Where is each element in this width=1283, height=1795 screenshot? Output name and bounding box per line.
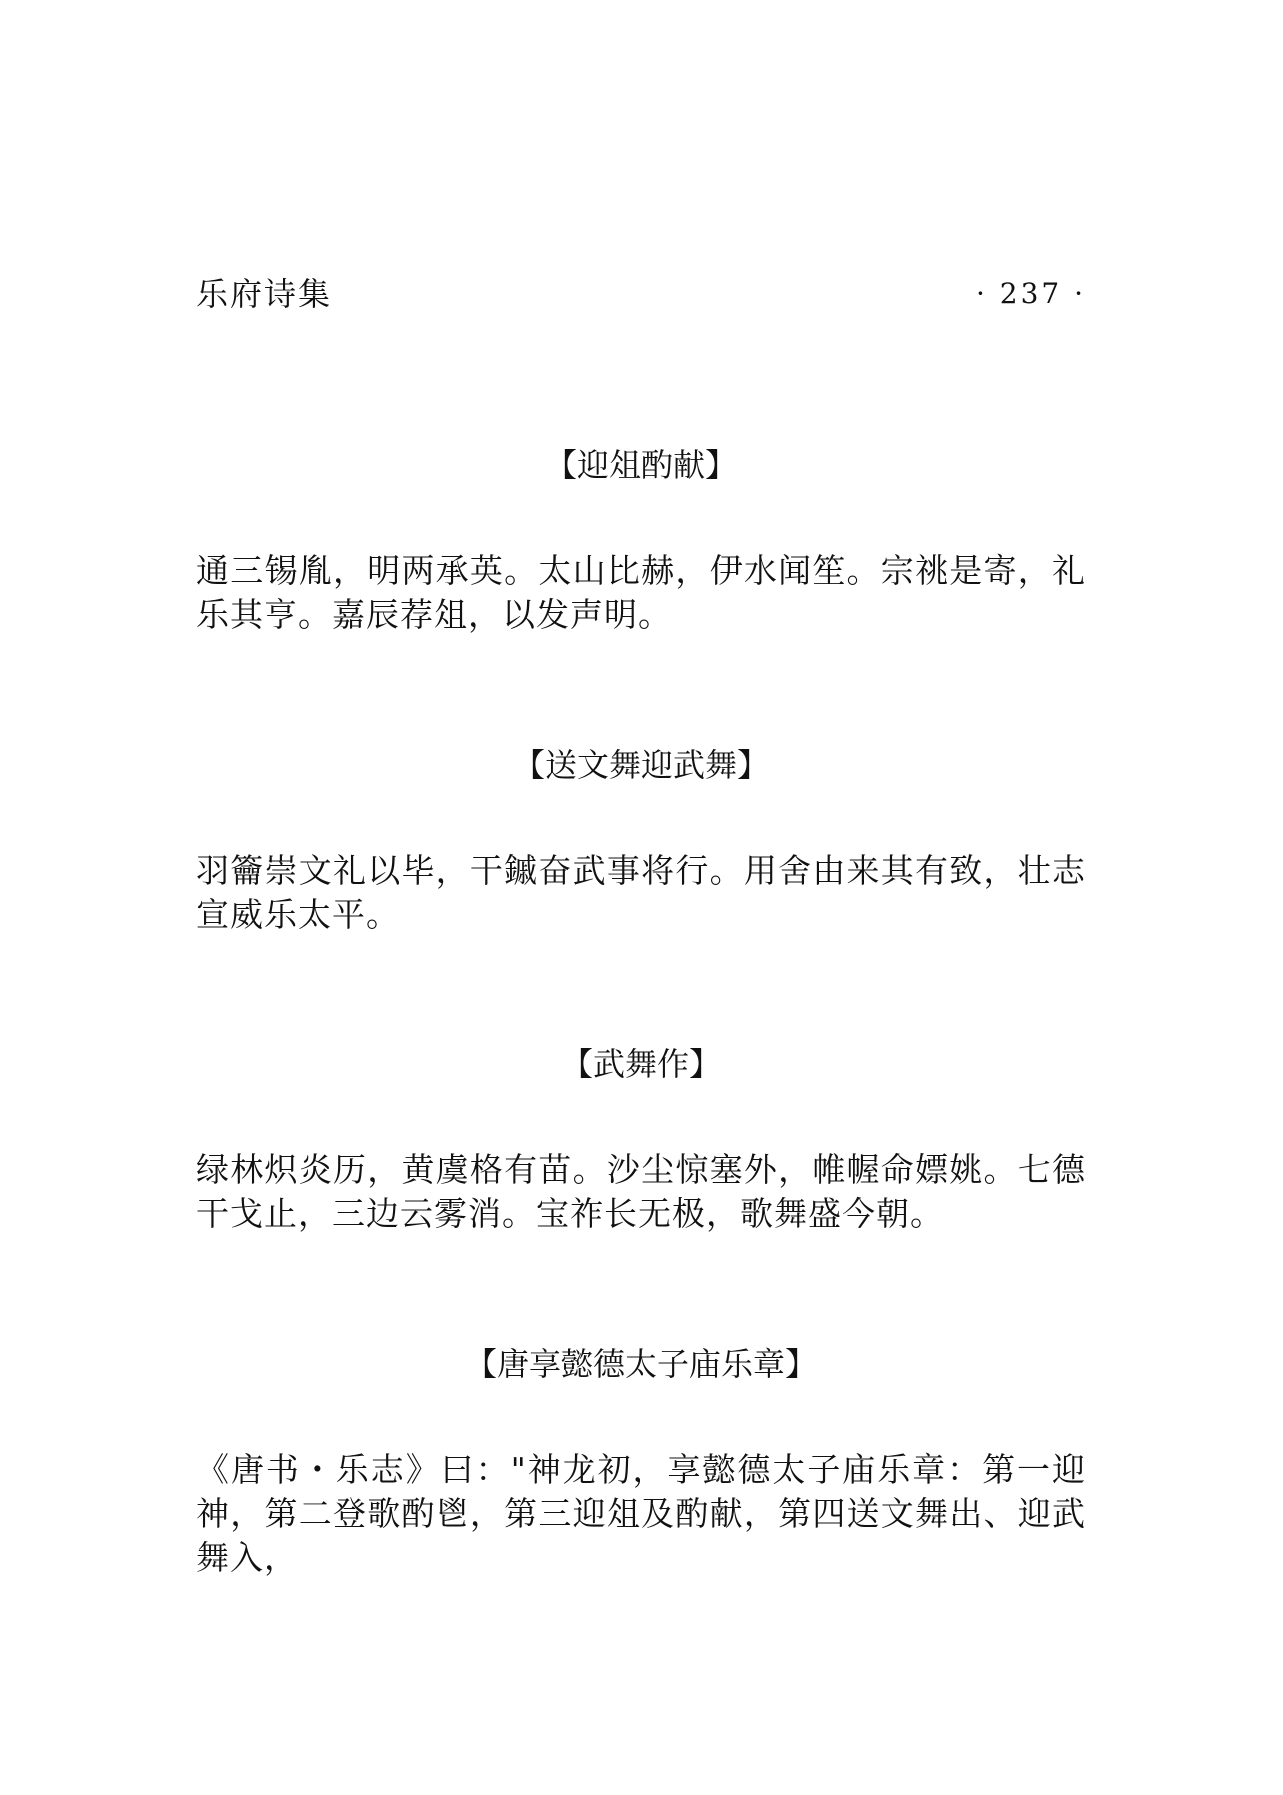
book-title: 乐府诗集 (196, 275, 333, 313)
section-tang-xiang-yi-de (196, 1342, 1086, 1580)
page-header (196, 270, 1086, 318)
section-text: 《唐书・乐志》曰："神龙初，享懿德太子庙乐章：第一迎神，第二登歌酌鬯，第三迎俎及酌献，第四送文舞出、迎武舞入， (196, 1450, 1086, 1577)
section-title: 【送文舞迎武舞】 (512, 746, 769, 784)
section-wu-wu-zuo (196, 1042, 1086, 1236)
section-text: 羽籥崇文礼以毕，干鏚奋武事将行。用舍由来其有致，壮志宣威乐太平。 (196, 851, 1086, 934)
section-text: 通三锡胤，明两承英。太山比赫，伊水闻笙。宗祧是寄，礼乐其亨。嘉辰荐俎，以发声明。 (196, 551, 1086, 634)
section-title: 【武舞作】 (560, 1045, 721, 1083)
section-text: 绿林炽炎历，黄虞格有苗。沙尘惊塞外，帷幄命嫖姚。七德干戈止，三边云雾消。宝祚长无极，歌舞盛今朝。 (196, 1150, 1086, 1233)
section-ying-zu-zhuo-xian (196, 443, 1086, 637)
section-title: 【唐享懿德太子庙乐章】 (464, 1345, 817, 1383)
page-number: · 237 · (975, 277, 1086, 310)
section-song-wen-wu (196, 743, 1086, 937)
section-title: 【迎俎酌献】 (544, 446, 737, 484)
